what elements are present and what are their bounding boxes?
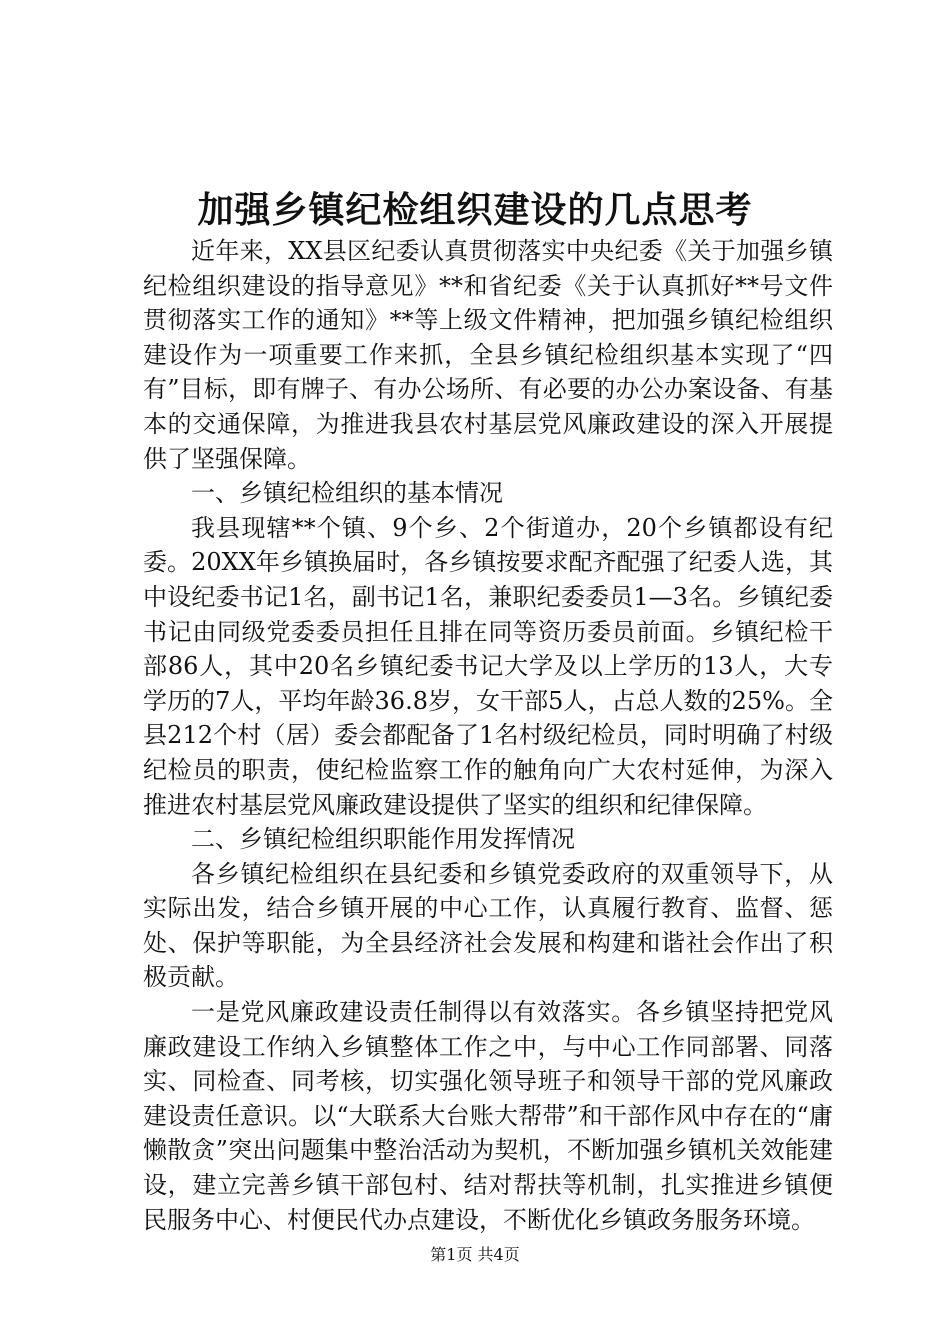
paragraph-responsibility-system: 一是党风廉政建设责任制得以有效落实。各乡镇坚持把党风廉政建设工作纳入乡镇整体工作之中，与中心工作同部署、同落实、同检查、同考核，切实强化领导班子和领导干部的党风廉政建设责任意识。以“大联系大台账大帮带”和干部作风中存在的“庸懒散贪”突出问题集中整治活动为契机，不断加强乡镇机关效能建设，建立完善乡镇干部包村、结对帮扶等机制，扎实推进乡镇便民服务中心、村便民代办点建设，不断优化乡镇政务服务环境。 bbox=[143, 998, 833, 1234]
paragraph-intro: 近年来，XX县区纪委认真贯彻落实中央纪委《关于加强乡镇纪检组织建设的指导意见》**和省纪委《关于认真抓好**号文件贯彻落实工作的通知》**等上级文件精神，把加强乡镇纪检组织建设作为一项重要工作来抓，全县乡镇纪检组织基本实现了“四有”目标，即有牌子、有办公场所、有必要的办公办案设备、有基本的交通保障，为推进我县农村基层党风廉政建设的深入开展提供了坚强保障。 bbox=[143, 237, 833, 473]
section-heading-2: 二、乡镇纪检组织职能作用发挥情况 bbox=[191, 825, 575, 854]
document-body bbox=[143, 234, 833, 1237]
page-title: 加强乡镇纪检组织建设的几点思考 bbox=[197, 189, 753, 231]
page-footer: 第1页 共4页 bbox=[430, 1245, 520, 1264]
section-heading-1: 一、乡镇纪检组织的基本情况 bbox=[191, 479, 503, 508]
paragraph-basic-situation: 我县现辖**个镇、9个乡、2个街道办，20个乡镇都设有纪委。20XX年乡镇换届时，各乡镇按要求配齐配强了纪委人选，其中设纪委书记1名，副书记1名，兼职纪委委员1—3名。乡镇纪委书记由同级党委委员担任且排在同等资历委员前面。乡镇纪检干部86人，其中20名乡镇纪委书记大学及以上学历的13人，大专学历的7人，平均年龄36.8岁，女干部5人，占总人数的25%。全县212个村（居）委会都配备了1名村级纪检员，同时明确了村级纪检员的职责，使纪检监察工作的触角向广大农村延伸，为深入推进农村基层党风廉政建设提供了坚实的组织和纪律保障。 bbox=[143, 513, 833, 819]
paragraph-functions: 各乡镇纪检组织在县纪委和乡镇党委政府的双重领导下，从实际出发，结合乡镇开展的中心工作，认真履行教育、监督、惩处、保护等职能，为全县经济社会发展和构建和谐社会作出了积极贡献。 bbox=[143, 859, 833, 992]
